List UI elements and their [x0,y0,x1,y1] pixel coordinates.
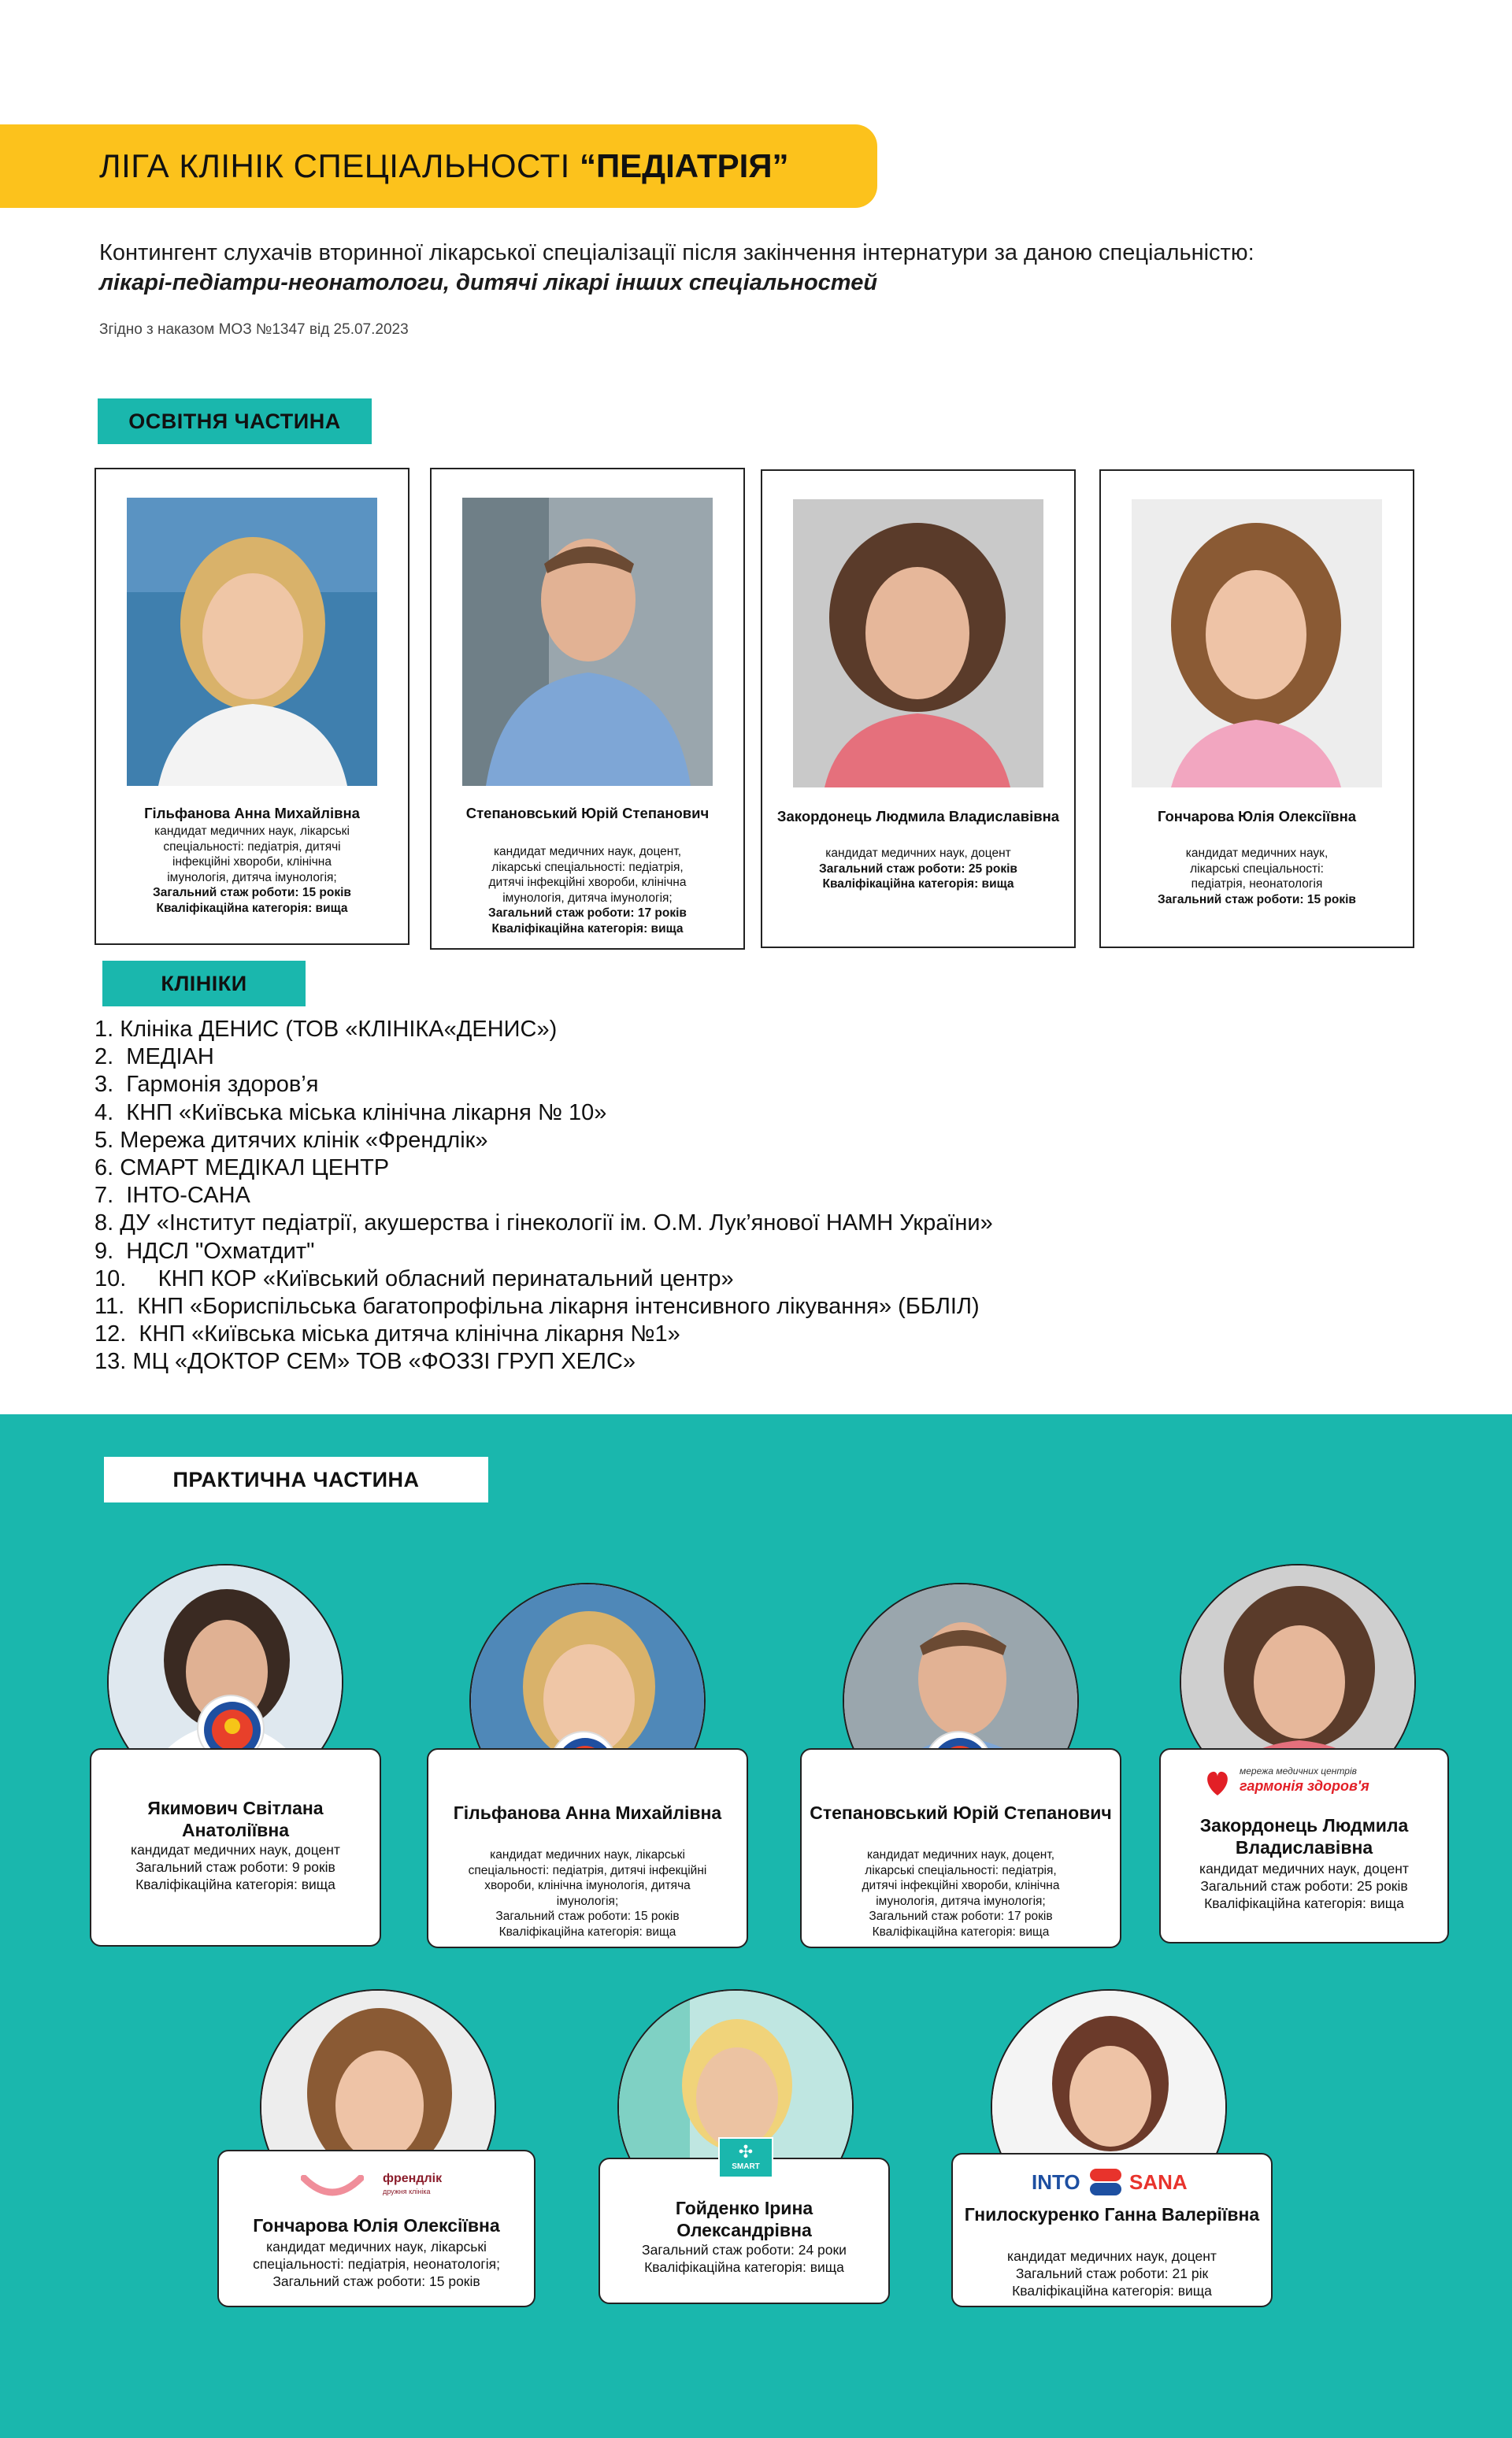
clinic-item: 5. Мережа дитячих клінік «Френдлік» [94,1127,488,1153]
title-bold: “ПЕДІАТРІЯ” [579,147,789,184]
practical-label: ПРАКТИЧНА ЧАСТИНА [104,1457,488,1502]
doctor-name: Степановський Юрій Степанович [465,805,710,821]
practical-card [90,1748,381,1947]
portrait-placeholder-icon [793,499,1043,787]
desc-line: лікарські спеціальності: педіатрія, [491,860,684,874]
education-card [94,468,410,945]
into-sana-logo [1032,2166,1197,2199]
doctor-photo [462,498,713,786]
doctor-description [436,1847,739,1940]
desc-line: педіатрія, неонатологія [1191,877,1323,891]
category-line: Кваліфікаційна категорія: вища [491,921,684,936]
education-card [761,469,1076,948]
smart-logo-text: SMART [732,2162,760,2171]
doctor-name: Закордонець Людмила Владиславівна [776,808,1060,824]
clinic-item: 4. КНП «Київська міська клінічна лікарня № 10» [94,1099,607,1125]
desc-line: Загальний стаж роботи: 17 років [869,1910,1053,1923]
doctor-name: Якимович Світлана Анатоліївна [147,1798,324,1840]
clinic-item: 7. ІНТО-САНА [94,1183,250,1209]
desc-line: дитячі інфекційні хвороби, клінічна [488,876,687,889]
harmony-logo-small: мережа медичних центрів [1240,1766,1357,1777]
practical-card [800,1748,1121,1948]
desc-line: Кваліфікаційна категорія: вища [135,1877,335,1892]
desc-line: Загальний стаж роботи: 9 років [135,1859,335,1875]
education-card [430,468,745,950]
doctor-name: Гончарова Юлія Олексіївна [253,2215,500,2236]
doctor-description [1169,1860,1440,1912]
desc-line: лікарські спеціальності: [1190,861,1324,876]
clinic-item: 13. МЦ «ДОКТОР СЕМ» ТОВ «ФОЗЗІ ГРУП ХЕЛС» [94,1349,636,1375]
desc-line: Загальний стаж роботи: 25 років [1200,1878,1408,1894]
desc-line: імунологія, дитяча імунологія; [502,891,673,905]
desc-line: дитячі інфекційні хвороби, клінічна [862,1879,1060,1892]
experience-line: Загальний стаж роботи: 17 років [488,906,687,920]
desc-line: Кваліфікаційна категорія: вища [644,2259,844,2275]
desc-line: інфекційні хвороби, клінічна [172,855,332,869]
portrait-placeholder-icon [127,498,377,786]
doctor-name: Степановський Юрій Степанович [810,1803,1112,1823]
doctor-description [772,846,1065,892]
desc-line: Кваліфікаційна категорія: вища [498,1925,676,1939]
experience-line: Загальний стаж роботи: 15 років [1158,892,1356,906]
practical-card [217,2150,536,2307]
category-line: Кваліфікаційна категорія: вища [156,901,348,915]
doctor-description [810,1847,1112,1940]
education-label: ОСВІТНЯ ЧАСТИНА [98,398,372,444]
desc-line: кандидат медичних наук, лікарські [490,1848,685,1862]
experience-line: Загальний стаж роботи: 25 років [819,861,1017,876]
doctor-name: Закордонець Людмила Владиславівна [1199,1815,1409,1858]
desc-line: кандидат медичних наук, доцент, [493,845,682,858]
desc-line: Кваліфікаційна категорія: вища [1204,1895,1404,1911]
clinic-item: 8. ДУ «Інститут педіатрії, акушерства і гінекології ім. О.М. Лук’янової НАМН України» [94,1210,993,1236]
doctor-name: Гнилоскуренко Ганна Валеріївна [964,2204,1260,2225]
clinic-item: 1. Клініка ДЕНИС (ТОВ «КЛІНІКА«ДЕНИС») [94,1017,558,1042]
category-line: Кваліфікаційна категорія: вища [822,877,1014,891]
doctor-description [227,2238,526,2290]
title-band [0,124,877,208]
clinics-label: КЛІНІКИ [102,961,306,1006]
desc-line: Загальний стаж роботи: 15 років [272,2273,480,2289]
desc-line: кандидат медичних наук, лікарські [154,824,350,838]
into-sana-logo-icon [1088,2166,1123,2199]
desc-line: Загальний стаж роботи: 21 рік [1015,2266,1209,2281]
smart-logo [718,2137,773,2178]
portrait-placeholder-icon [462,498,713,786]
desc-line: спеціальності: педіатрія, неонатологія; [253,2256,500,2272]
practical-section [0,1414,1512,2438]
doctor-description [1110,846,1403,907]
experience-line: Загальний стаж роботи: 15 років [153,886,351,899]
desc-line: спеціальності: педіатрія, дитячі [163,839,341,854]
harmony-logo-icon [1202,1767,1233,1799]
desc-line: Кваліфікаційна категорія: вища [1012,2283,1212,2299]
practical-card [1159,1748,1449,1943]
friendlik-logo-sub: дружня клініка [383,2188,431,2195]
desc-line: кандидат медичних наук, доцент [131,1842,340,1858]
intro-text [99,238,1485,298]
desc-line: імунологія; [556,1894,619,1908]
friendlik-smile-icon [301,2175,364,2199]
desc-line: імунологія, дитяча імунологія; [167,870,337,884]
clinic-item: 9. НДСЛ "Охматдит" [94,1238,315,1264]
clinic-item: 6. СМАРТ МЕДІКАЛ ЦЕНТР [94,1155,390,1181]
order-note: Згідно з наказом МОЗ №1347 від 25.07.2023 [99,321,409,338]
clinic-item: 3. Гармонія здоров’я [94,1072,319,1098]
harmony-logo [1202,1766,1414,1802]
practical-card [427,1748,748,1948]
clinic-item: 12. КНП «Київська міська дитяча клінічна лікарня №1» [94,1321,680,1347]
doctor-name: Гільфанова Анна Михайлівна [144,805,360,821]
doctor-photo [127,498,377,786]
doctor-name: Гончарова Юлія Олексіївна [1157,808,1357,824]
doctor-description [99,1841,372,1893]
smart-logo-icon: ✣ [738,2142,754,2162]
intro-line-1: Контингент слухачів вторинної лікарської спеціалізації після закінчення інтернатури за даною спеціальністю: [99,240,1254,265]
desc-line: кандидат медичних наук, доцент [1199,1861,1409,1877]
title-regular: ЛІГА КЛІНІК СПЕЦІАЛЬНОСТІ [99,147,580,184]
friendlik-logo [301,2172,458,2203]
desc-line: кандидат медичних наук, [1185,847,1329,860]
sana-logo-text: SANA [1129,2170,1188,2194]
into-logo-text: INTO [1032,2170,1080,2194]
doctor-description [441,844,734,936]
desc-line: кандидат медичних наук, доцент, [866,1848,1055,1862]
clinic-item: 11. КНП «Бориспільська багатопрофільна лікарня інтенсивного лікування» (ББЛІЛ) [94,1294,980,1320]
practical-card [951,2153,1273,2307]
desc-line: лікарські спеціальності: педіатрія, [865,1863,1057,1877]
desc-line: імунологія, дитяча імунологія; [876,1894,1046,1908]
friendlik-logo-text: френдлік [383,2172,443,2185]
doctor-description [961,2247,1263,2299]
clinic-item: 2. МЕДІАН [94,1044,214,1070]
desc-line: кандидат медичних наук, доцент [825,847,1011,860]
clinic-item: 10. КНП КОР «Київський обласний перинатальний центр» [94,1265,734,1291]
intro-line-2: лікарі-педіатри-неонатологи, дитячі лікарі інших спеціальностей [99,270,878,295]
portrait-placeholder-icon [1132,499,1382,787]
desc-line: Загальний стаж роботи: 15 років [495,1910,680,1923]
doctor-description [608,2241,880,2276]
doctor-photo [793,499,1043,787]
clinics-list [94,1016,993,1376]
desc-line: Загальний стаж роботи: 24 роки [642,2242,847,2258]
doctor-name: Гільфанова Анна Михайлівна [453,1803,722,1823]
desc-line: хвороби, клінічна імунологія, дитяча [484,1879,691,1892]
doctor-photo [1132,499,1382,787]
desc-line: спеціальності: педіатрія, дитячі інфекційні [468,1863,707,1877]
desc-line: кандидат медичних наук, доцент [1007,2248,1217,2264]
education-card [1099,469,1414,948]
doctor-description [106,824,398,916]
desc-line: Кваліфікаційна категорія: вища [872,1925,1050,1939]
harmony-logo-text: гармонія здоров'я [1240,1778,1369,1794]
doctor-name: Гойденко Ірина Олександрівна [675,2198,813,2240]
desc-line: кандидат медичних наук, лікарські [266,2239,487,2255]
practical-card [598,2142,890,2304]
